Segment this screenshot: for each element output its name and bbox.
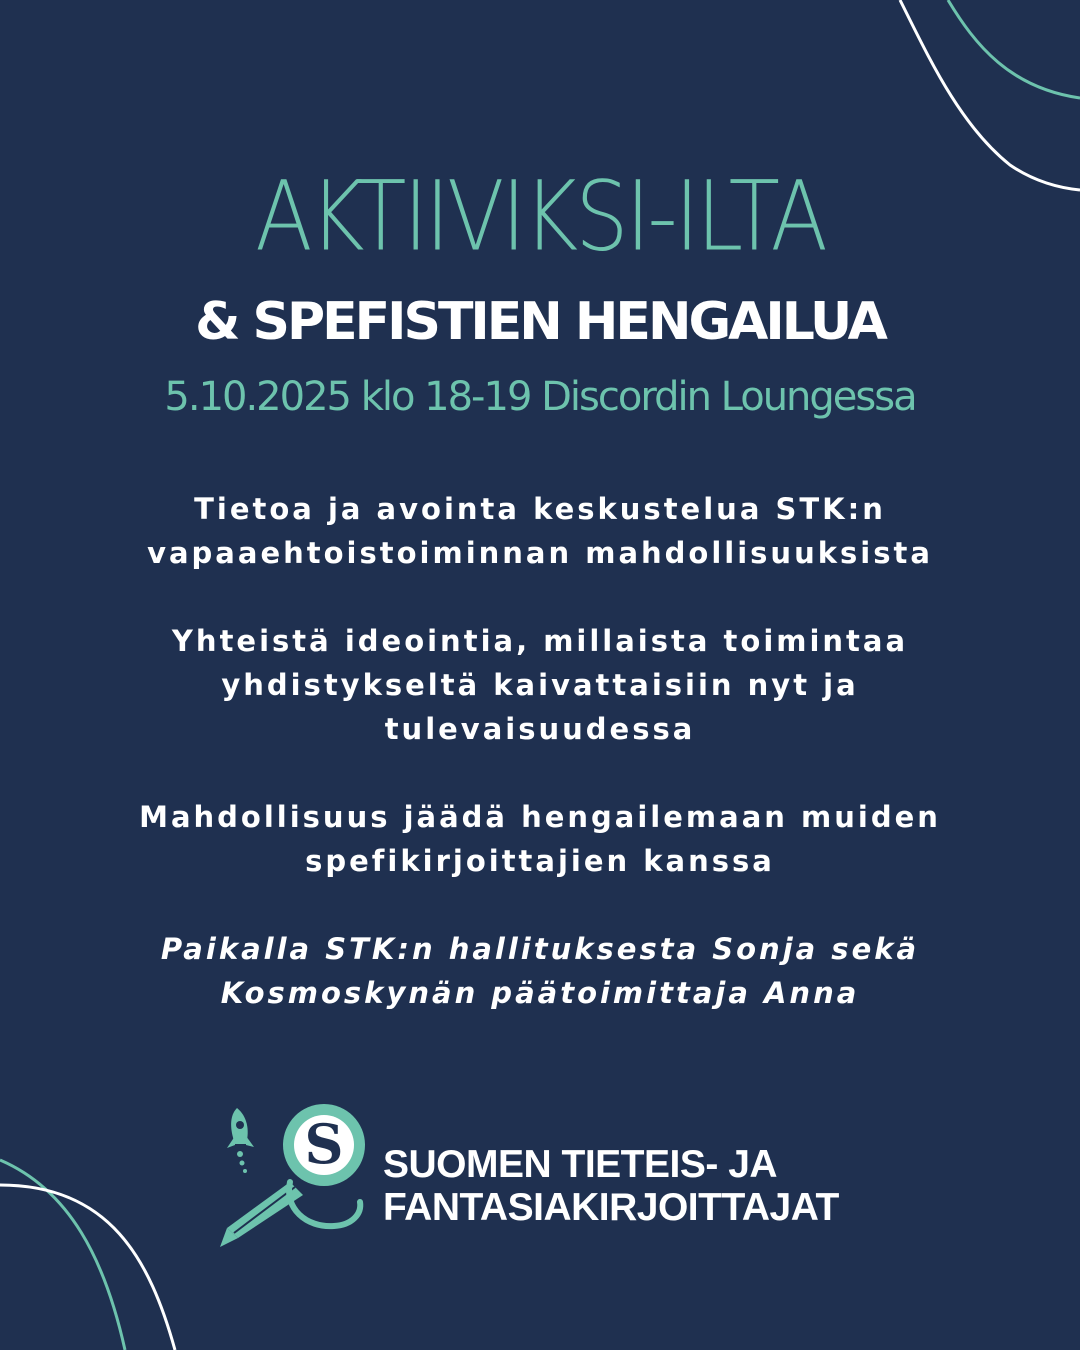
info-paragraph-2 — [90, 619, 990, 751]
info-paragraph-1 — [90, 487, 990, 575]
info-line: vapaaehtoistoiminnan mahdollisuuksista — [147, 536, 933, 570]
organization-name — [383, 1143, 839, 1229]
info-line: Tietoa ja avointa keskustelua STK:n — [194, 492, 886, 526]
info-line: Kosmoskynän päätoimittaja Anna — [220, 976, 860, 1010]
magnifying-glass-icon — [283, 1104, 365, 1226]
rocket-icon — [227, 1108, 254, 1173]
svg-text:S: S — [304, 1112, 344, 1176]
info-line: spefikirjoittajien kanssa — [305, 844, 775, 878]
event-datetime: 5.10.2025 klo 18-19 Discordin Loungessa — [164, 374, 916, 420]
info-line: tulevaisuudessa — [384, 712, 696, 746]
info-line: yhdistykseltä kaivattaisiin nyt ja — [221, 668, 859, 702]
organization-name-line: SUOMEN TIETEIS- JA — [383, 1143, 778, 1186]
event-subtitle: & SPEFISTIEN HENGAILUA — [195, 292, 885, 352]
info-line: Paikalla STK:n hallituksesta Sonja sekä — [160, 932, 920, 966]
info-paragraph-3 — [90, 795, 990, 883]
event-title: AKTIIVIKSI-ILTA — [255, 160, 825, 273]
info-paragraph-4 — [90, 927, 990, 1015]
organization-logo — [210, 1100, 385, 1250]
info-line: Mahdollisuus jäädä hengailemaan muiden — [139, 800, 941, 834]
organization-name-line: FANTASIAKIRJOITTAJAT — [383, 1186, 839, 1229]
info-line: Yhteistä ideointia, millaista toimintaa — [171, 624, 909, 658]
